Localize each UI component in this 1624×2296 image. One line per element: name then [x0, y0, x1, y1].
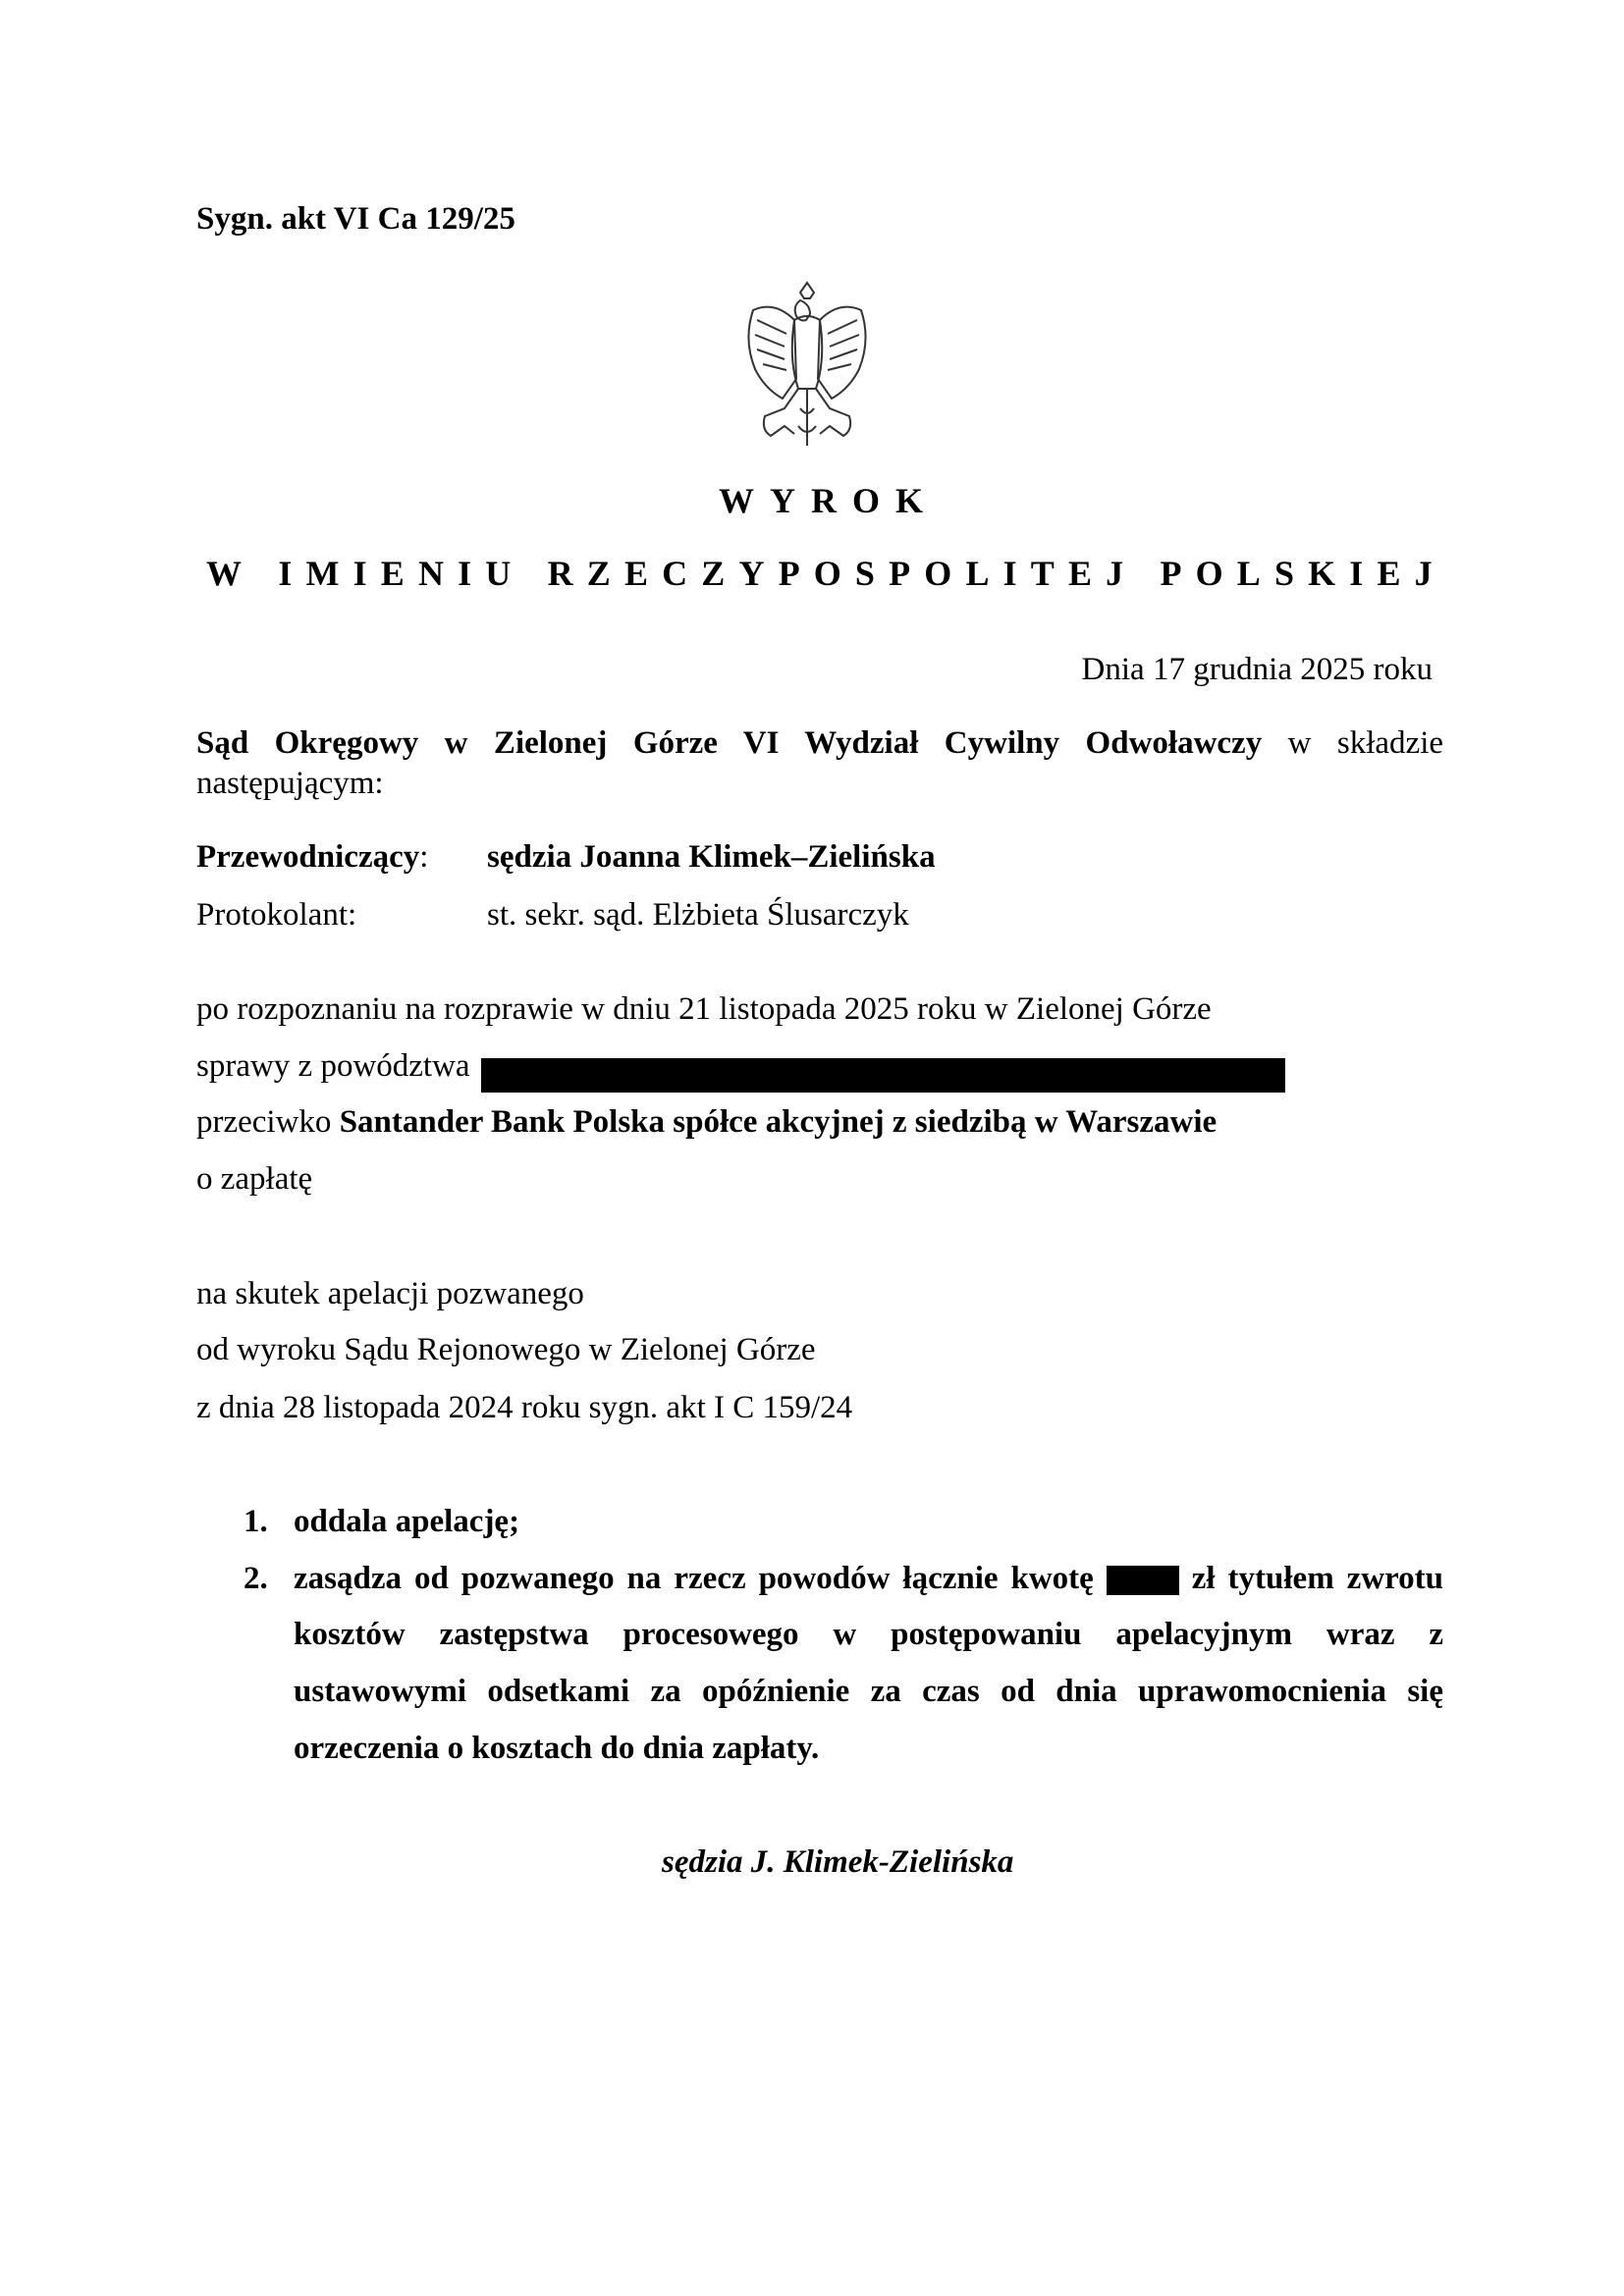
ruling-text-2-line2: kosztów zastępstwa procesowego w postępowaniu apelacyjnym wraz z — [294, 1617, 1443, 1652]
judge-signature: sędzia J. Klimek-Zielińska — [662, 1844, 1014, 1880]
court-line — [196, 727, 1443, 760]
composition-suffix: w składzie — [1287, 725, 1444, 761]
document-title: W Y R O K — [719, 481, 923, 520]
ruling-number-2: 2. — [244, 1561, 268, 1596]
appeal-line2: od wyroku Sądu Rejonowego w Zielonej Górze — [196, 1332, 816, 1367]
presiding-judge: sędzia Joanna Klimek–Zielińska — [487, 839, 936, 875]
case-number: Sygn. akt VI Ca 129/25 — [196, 201, 515, 237]
clerk-role: Protokolant: — [196, 897, 357, 933]
defendant-line: przeciwko Santander Bank Polska spółce akcyjnej z siedzibą w Warszawie — [196, 1104, 1218, 1140]
appeal-line1: na skutek apelacji pozwanego — [196, 1276, 584, 1311]
ruling-number-1: 1. — [244, 1504, 268, 1539]
redacted-plaintiff — [481, 1058, 1285, 1093]
ruling-text-1: oddala apelację; — [294, 1504, 520, 1539]
polish-eagle-emblem-icon — [743, 281, 871, 452]
ruling-text-2-line3: ustawowymi odsetkami za opóźnienie za czas od dnia uprawomocnienia się — [294, 1674, 1443, 1709]
defendant-name: Santander Bank Polska spółce akcyjnej z siedzibą w Warszawie — [339, 1104, 1218, 1140]
clerk-name: st. sekr. sąd. Elżbieta Ślusarczyk — [487, 897, 909, 933]
subject-line: o zapłatę — [196, 1161, 313, 1197]
presiding-role: Przewodniczący: — [196, 839, 429, 875]
appeal-line3: z dnia 28 listopada 2024 roku sygn. akt I C 159/24 — [196, 1390, 853, 1425]
redacted-amount — [1107, 1566, 1179, 1595]
ruling-text-2-line4: orzeczenia o kosztach do dnia zapłaty. — [294, 1731, 820, 1766]
plaintiff-line: sprawy z powództwa — [196, 1048, 470, 1084]
hearing-line: po rozpoznaniu na rozprawie w dniu 21 listopada 2025 roku w Zielonej Górze — [196, 991, 1212, 1027]
ruling-text-2-line1: zasądza od pozwanego na rzecz powodów łącznie kwotę zł tytułem zwrotu — [294, 1561, 1444, 1596]
judgment-date: Dnia 17 grudnia 2025 roku — [1081, 652, 1433, 687]
document-subtitle: W I M I E N I U R Z E C Z Y P O S P O L I T E J P O L S K I E J — [206, 554, 1433, 593]
court-name: Sąd Okręgowy w Zielonej Górze VI Wydział Cywilny Odwoławczy — [196, 725, 1263, 761]
composition-line2: następującym: — [196, 766, 384, 801]
